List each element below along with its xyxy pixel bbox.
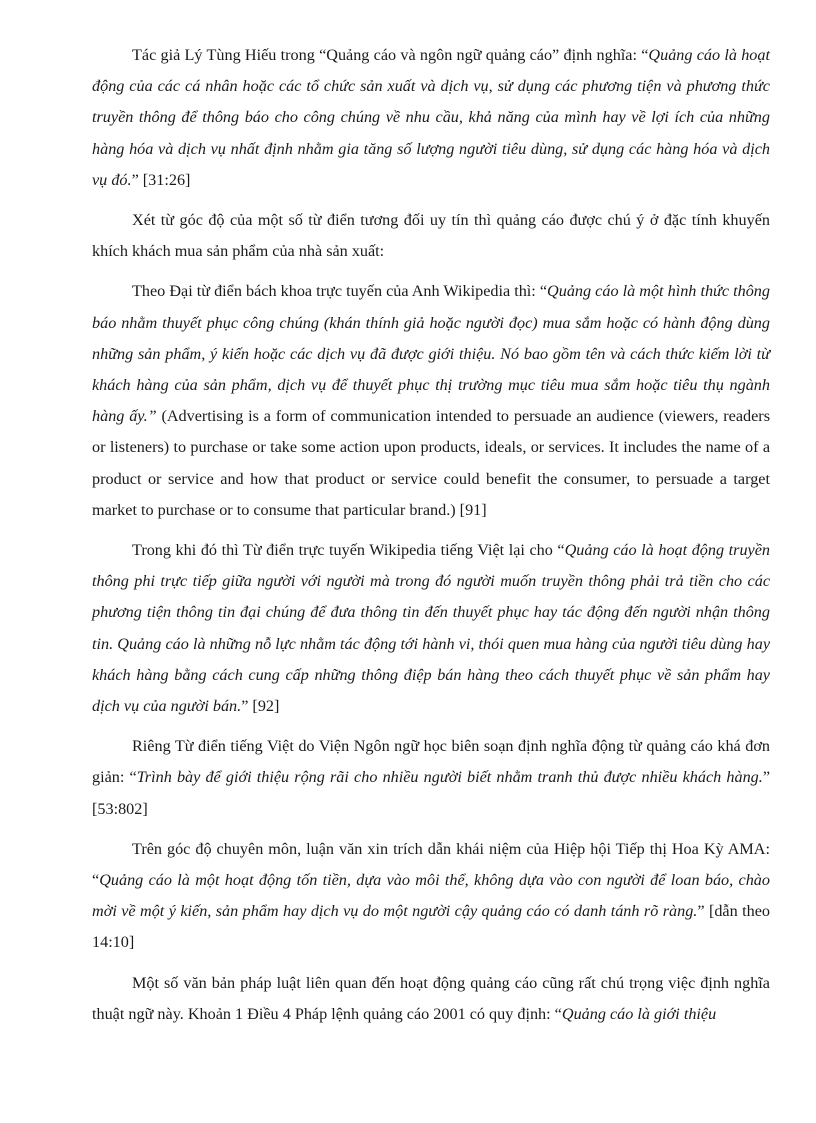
- paragraph-dictionary-intro: [92, 205, 770, 267]
- paragraph-vietnamese-dictionary: [92, 731, 770, 825]
- paragraph-legal-documents: [92, 968, 770, 1030]
- english-translation-text: (Advertising is a form of communication intended to persuade an audience (viewers, readers or listeners) to purchase or take some action upon products, ideals, or services. It includes the name of a product or service and how that product or service could benefit the consumer, to persuade a target market to purchase or to consume that particular brand.) [91]: [92, 407, 770, 519]
- quote-italic: Quảng cáo là hoạt động của các cá nhân hoặc các tổ chức sản xuất và dịch vụ, sử dụng các phương tiện và phương thức truyền thông để thông báo cho công chúng về nhu cầu, khả năng của mình hay về lợi ích của những hàng hóa và dịch vụ nhất định nhằm gia tăng số lượng người tiêu dùng, sử dụng các hàng hóa và dịch vụ đó.: [92, 46, 770, 189]
- paragraph-text: Tác giả Lý Tùng Hiếu trong “Quảng cáo và ngôn ngữ quảng cáo” định nghĩa: “: [132, 46, 649, 64]
- citation-text: ” [31:26]: [131, 170, 191, 189]
- paragraph-text: Riêng Từ điển tiếng Việt do Viện Ngôn ngữ học biên soạn định nghĩa động từ quảng cáo khá đơn giản: “: [92, 737, 770, 787]
- paragraph-text: Trên góc độ chuyên môn, luận văn xin trích dẫn khái niệm của Hiệp hội Tiếp thị Hoa Kỳ AMA: “: [92, 839, 770, 890]
- quote-italic: Trình bày để giới thiệu rộng rãi cho nhiều người biết nhằm tranh thủ được nhiều khách hàng.: [136, 768, 763, 787]
- citation-text: ” [92]: [241, 697, 280, 716]
- body-text: [92, 40, 770, 1039]
- quote-italic: Quảng cáo là giới thiệu: [561, 1004, 717, 1023]
- citation-text: ” [53:802]: [92, 768, 770, 818]
- paragraph-wikipedia-english: [92, 276, 770, 526]
- paragraph-ly-tung-hieu-definition: [92, 40, 770, 196]
- quote-italic: Quảng cáo là một hình thức thông báo nhằm thuyết phục công chúng (khán thính giả hoặc người đọc) mua sắm hoặc có hành động dùng những sản phẩm, ý kiến hoặc các dịch vụ đã được giới thiệu. Nó bao gồm tên và cách thức kiếm lời từ khách hàng của sản phẩm, dịch vụ để thuyết phục thị trường mục tiêu mua sắm hoặc tiêu thụ ngành hàng ấy.”: [92, 282, 770, 426]
- quote-italic: Quảng cáo là hoạt động truyền thông phi trực tiếp giữa người với người mà trong đó người muốn truyền thông phải trả tiền cho các phương tiện thông tin đại chúng để đưa thông tin đến thuyết phục hay tác động đến người nhận thông tin. Quảng cáo là những nỗ lực nhằm tác động tới hành vi, thói quen mua hàng của người tiêu dùng hay khách hàng bằng cách cung cấp những thông điệp bán hàng theo cách thuyết phục về sản phẩm hay dịch vụ của người bán.: [92, 541, 770, 716]
- citation-text: ” [dẫn theo 14:10]: [92, 902, 770, 952]
- paragraph-wikipedia-vietnamese: [92, 535, 770, 722]
- paragraph-text: Một số văn bản pháp luật liên quan đến hoạt động quảng cáo cũng rất chú trọng việc định nghĩa thuật ngữ này. Khoản 1 Điều 4 Pháp lệnh quảng cáo 2001 có quy định: “: [92, 973, 770, 1023]
- paragraph-text: Theo Đại từ điển bách khoa trực tuyến của Anh Wikipedia thì: “: [132, 282, 548, 301]
- paragraph-text: Xét từ góc độ của một số từ điển tương đối uy tín thì quảng cáo được chú ý ở đặc tính khuyến khích khách mua sản phẩm của nhà sản xuất:: [92, 211, 770, 261]
- paragraph-ama-definition: [92, 834, 770, 959]
- quote-italic: Quảng cáo là một hoạt động tốn tiền, dựa vào môi thể, không dựa vào con người để loan báo, chào mời về một ý kiến, sản phẩm hay dịch vụ do một người cậy quảng cáo có danh tánh rõ ràng.: [92, 871, 770, 921]
- paragraph-text: Trong khi đó thì Từ điển trực tuyến Wikipedia tiếng Việt lại cho “: [132, 541, 565, 560]
